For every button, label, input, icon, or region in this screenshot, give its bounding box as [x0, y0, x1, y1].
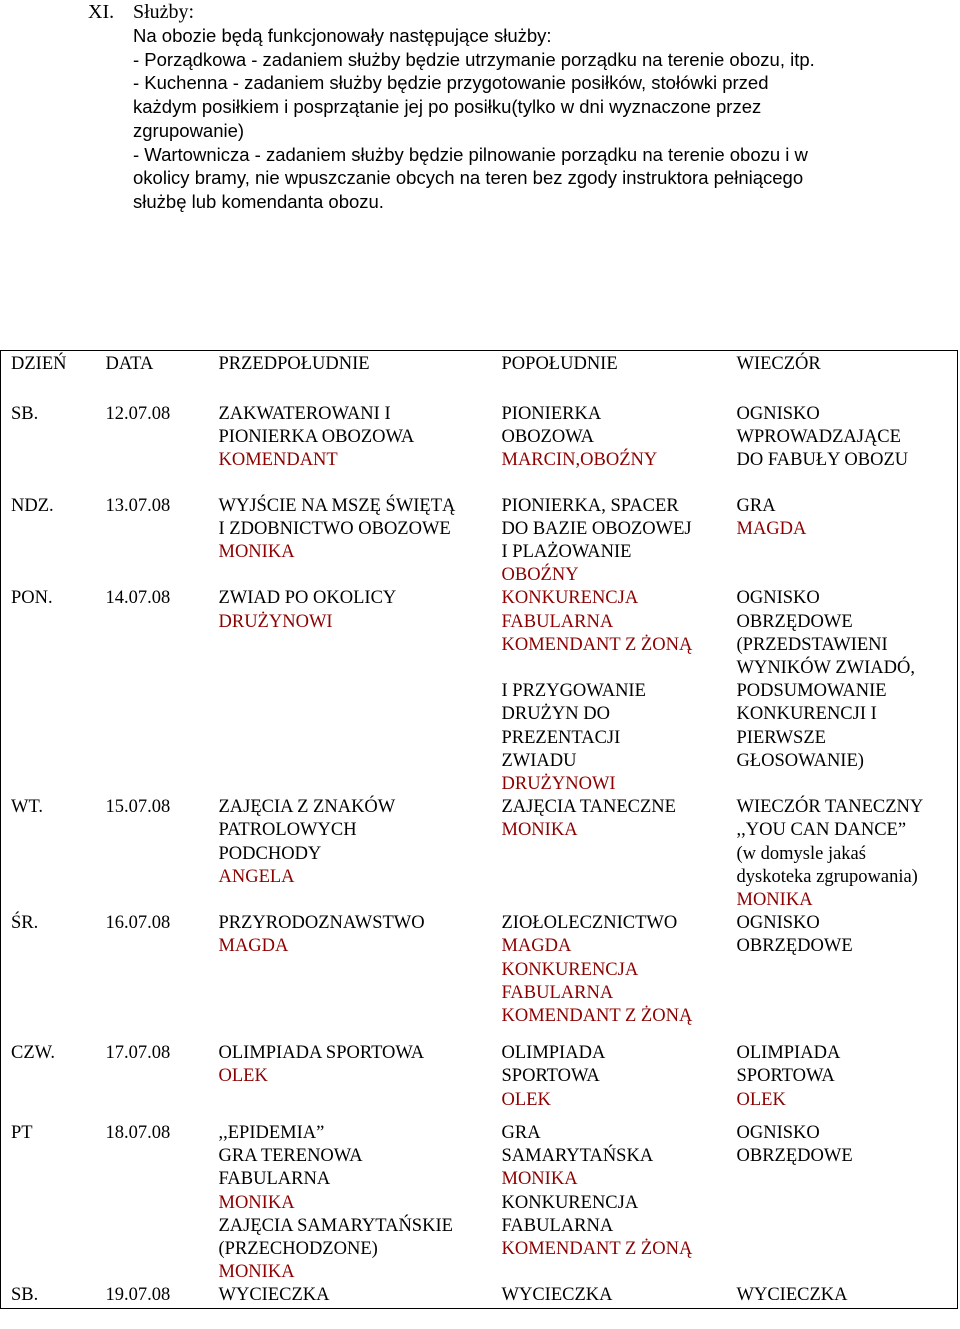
section-body — [133, 24, 933, 214]
body-line: służbę lub komendanta obozu. — [133, 190, 384, 212]
cell-line: MONIKA — [218, 542, 295, 563]
cell-line: OLEK — [736, 1089, 786, 1110]
cell-line: I PLAŻOWANIE — [501, 542, 632, 563]
cell-line: PATROLOWYCH — [218, 820, 357, 841]
cell-day: ŚR. — [11, 913, 39, 934]
body-line: - Porządkowa - zadaniem służby będzie utrzymanie porządku na terenie obozu, itp. — [133, 48, 815, 70]
cell-morning — [209, 1284, 492, 1308]
cell-day: WT. — [11, 797, 44, 818]
header-date: DATA — [105, 354, 154, 374]
table-row — [1, 587, 958, 796]
body-line: każdym posiłkiem i posprzątanie jej po posiłku(tylko w dni wyznaczone przez — [133, 96, 762, 118]
cell-line: OBRZĘDOWE — [736, 936, 853, 957]
cell-line: OLIMPIADA — [736, 1043, 841, 1064]
header-morning: PRZEDPOŁUDNIE — [218, 354, 370, 374]
table-row — [1, 912, 958, 1042]
cell-line: (w domysle jakaś — [736, 843, 866, 864]
table-row — [1, 403, 958, 495]
cell-morning — [209, 587, 492, 796]
cell-line: WYNIKÓW ZWIADÓ, — [736, 658, 915, 679]
cell-line: OBOZOWA — [501, 427, 594, 448]
cell-line: FABULARNA — [218, 1169, 331, 1190]
cell-line: DRUŻYNOWI — [501, 774, 616, 795]
cell-line: DRUŻYNOWI — [218, 611, 333, 632]
cell-line: WYCIECZKA — [218, 1285, 330, 1306]
cell-line: KONKURENCJI I — [736, 704, 877, 725]
cell-line: GRA — [501, 1122, 541, 1143]
cell-afternoon — [492, 495, 727, 588]
cell-line: PIONIERKA OBOZOWA — [218, 427, 415, 448]
cell-line: MONIKA — [736, 890, 813, 911]
cell-line: OLIMPIADA SPORTOWA — [218, 1043, 425, 1064]
cell-line: MARCIN,OBOŹNY — [501, 450, 658, 471]
cell-line: PRZYRODOZNAWSTWO — [218, 913, 425, 934]
cell-date: 18.07.08 — [105, 1122, 171, 1143]
cell-line: FABULARNA — [501, 611, 614, 632]
cell-line: KONKURENCJA — [501, 959, 639, 980]
cell-line: OGNISKO — [736, 588, 820, 609]
cell-line: SAMARYTAŃSKA — [501, 1146, 654, 1167]
cell-line: WPROWADZAJĄCE — [736, 427, 901, 448]
cell-evening — [727, 1284, 958, 1308]
cell-line: PIERWSZE — [736, 727, 826, 748]
table-row — [1, 1122, 958, 1284]
table-row — [1, 1042, 958, 1122]
cell-morning — [209, 495, 492, 588]
body-line: zgrupowanie) — [133, 119, 245, 141]
cell-evening — [727, 495, 958, 588]
header-afternoon: POPOŁUDNIE — [501, 354, 618, 374]
cell-line: I PRZYGOWANIE — [501, 681, 646, 702]
cell-line: DRUŻYN DO — [501, 704, 610, 725]
cell-evening — [727, 1122, 958, 1284]
cell-line: MAGDA — [501, 936, 572, 957]
cell-line: MONIKA — [218, 1192, 295, 1213]
table-row — [1, 796, 958, 912]
cell-line: OLIMPIADA — [501, 1043, 606, 1064]
table-row — [1, 1284, 958, 1308]
cell-afternoon — [492, 796, 727, 912]
cell-line: WYCIECZKA — [501, 1285, 613, 1306]
cell-day: PON. — [11, 588, 53, 609]
cell-date: 13.07.08 — [105, 495, 171, 516]
cell-evening — [727, 1042, 958, 1122]
cell-date: 12.07.08 — [105, 404, 171, 424]
cell-line: FABULARNA — [501, 1215, 614, 1236]
cell-day: SB. — [11, 404, 39, 424]
cell-afternoon — [492, 587, 727, 796]
cell-morning — [209, 403, 492, 495]
cell-line: SPORTOWA — [501, 1066, 600, 1087]
cell-afternoon — [492, 1284, 727, 1308]
cell-line: ZAJĘCIA TANECZNE — [501, 797, 676, 818]
cell-evening — [727, 587, 958, 796]
cell-line: OGNISKO — [736, 404, 820, 424]
cell-line: ,,YOU CAN DANCE” — [736, 820, 907, 841]
cell-date: 19.07.08 — [105, 1285, 171, 1306]
cell-line: PIONIERKA — [501, 404, 602, 424]
cell-line: GŁOSOWANIE) — [736, 750, 864, 771]
cell-morning — [209, 1122, 492, 1284]
cell-line: GRA — [736, 495, 776, 516]
section-title: Służby: — [133, 1, 195, 23]
cell-line: ZIOŁOLECZNICTWO — [501, 913, 678, 934]
cell-line: SPORTOWA — [736, 1066, 835, 1087]
body-line: Na obozie będą funkcjonowały następujące służby: — [133, 25, 552, 46]
cell-line: KONKURENCJA — [501, 588, 639, 609]
cell-line: OGNISKO — [736, 913, 820, 934]
cell-line: OLEK — [218, 1066, 268, 1087]
section-number: XI. — [88, 1, 115, 23]
cell-line: OBOŹNY — [501, 565, 579, 586]
cell-line: FABULARNA — [501, 982, 614, 1003]
cell-line: PODSUMOWANIE — [736, 681, 887, 702]
cell-evening — [727, 796, 958, 912]
cell-line: ZAKWATEROWANI I — [218, 404, 391, 424]
cell-day: NDZ. — [11, 495, 54, 516]
cell-line: PREZENTACJI — [501, 727, 621, 748]
cell-line: OLEK — [501, 1089, 551, 1110]
cell-line: dyskoteka zgrupowania) — [736, 866, 918, 887]
body-line: - Kuchenna - zadaniem służby będzie przygotowanie posiłków, stołówki przed — [133, 72, 769, 94]
cell-date: 14.07.08 — [105, 588, 171, 609]
cell-line: ANGELA — [218, 866, 295, 887]
cell-afternoon — [492, 1042, 727, 1122]
cell-line: MAGDA — [218, 936, 289, 957]
cell-morning — [209, 912, 492, 1042]
cell-line: DO BAZIE OBOZOWEJ — [501, 518, 692, 539]
cell-date: 17.07.08 — [105, 1043, 171, 1064]
schedule-table — [0, 350, 958, 1309]
cell-line: OBRZĘDOWE — [736, 611, 853, 632]
cell-line: ZAJĘCIA Z ZNAKÓW — [218, 797, 396, 818]
cell-line: (PRZEDSTAWIENI — [736, 634, 888, 655]
cell-line: KOMENDANT Z ŻONĄ — [501, 634, 693, 655]
cell-line: WIECZÓR TANECZNY — [736, 797, 924, 818]
table-row — [1, 495, 958, 588]
cell-evening — [727, 912, 958, 1042]
cell-day: PT — [11, 1122, 33, 1143]
cell-morning — [209, 1042, 492, 1122]
header-day: DZIEŃ — [11, 354, 67, 374]
cell-line: KOMENDANT — [218, 450, 338, 471]
body-line: okolicy bramy, nie wpuszczanie obcych na teren bez zgody instruktora pełniącego — [133, 167, 804, 189]
cell-afternoon — [492, 403, 727, 495]
cell-morning — [209, 796, 492, 912]
cell-afternoon — [492, 1122, 727, 1284]
cell-line: PIONIERKA, SPACER — [501, 495, 679, 516]
cell-line: MONIKA — [218, 1262, 295, 1283]
cell-line: ,,EPIDEMIA” — [218, 1122, 325, 1143]
cell-day: SB. — [11, 1285, 39, 1306]
cell-line: (PRZECHODZONE) — [218, 1238, 378, 1259]
header-evening: WIECZÓR — [736, 354, 821, 374]
table-header-row — [1, 351, 958, 404]
cell-line: WYCIECZKA — [736, 1285, 848, 1306]
cell-line: PODCHODY — [218, 843, 322, 864]
cell-line: OGNISKO — [736, 1122, 820, 1143]
cell-line: I ZDOBNICTWO OBOZOWE — [218, 518, 451, 539]
cell-line: KOMENDANT Z ŻONĄ — [501, 1006, 693, 1027]
cell-line: ZAJĘCIA SAMARYTAŃSKIE — [218, 1215, 453, 1236]
cell-line: MONIKA — [501, 1169, 578, 1190]
cell-line: OBRZĘDOWE — [736, 1146, 853, 1167]
cell-date: 16.07.08 — [105, 913, 171, 934]
cell-line: DO FABUŁY OBOZU — [736, 450, 909, 471]
cell-line: WYJŚCIE NA MSZĘ ŚWIĘTĄ — [218, 495, 456, 516]
cell-line: KOMENDANT Z ŻONĄ — [501, 1238, 693, 1259]
cell-line — [502, 657, 723, 680]
body-line: - Wartownicza - zadaniem służby będzie pilnowanie porządku na terenie obozu i w — [133, 143, 808, 165]
cell-line: ZWIAD PO OKOLICY — [218, 588, 397, 609]
cell-date: 15.07.08 — [105, 797, 171, 818]
cell-line: MONIKA — [501, 820, 578, 841]
cell-line: KONKURENCJA — [501, 1192, 639, 1213]
cell-afternoon — [492, 912, 727, 1042]
cell-line: ZWIADU — [501, 750, 577, 771]
cell-day: CZW. — [11, 1043, 56, 1064]
cell-line: GRA TERENOWA — [218, 1146, 363, 1167]
cell-line: MAGDA — [736, 518, 807, 539]
cell-evening — [727, 403, 958, 495]
